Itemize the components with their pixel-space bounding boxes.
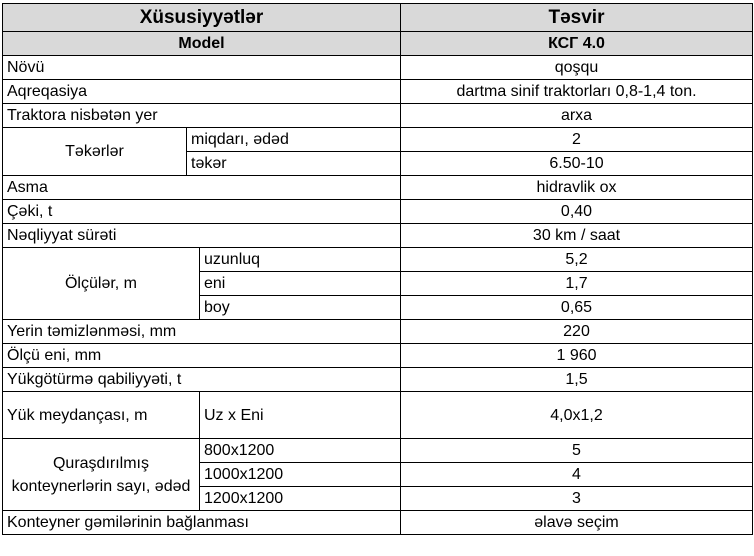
dimension-height-value: 0,65 xyxy=(401,296,753,320)
container-size: 1000x1200 xyxy=(200,463,401,487)
table-header-row xyxy=(3,4,753,32)
table-row xyxy=(3,176,753,200)
dimensions-label: Ölçülər, m xyxy=(3,248,200,320)
table-row xyxy=(3,511,753,535)
row-label: Traktora nisbətən yer xyxy=(3,104,401,128)
row-label: Konteyner gəmilərinin bağlanması xyxy=(3,511,401,535)
dimension-width-label: eni xyxy=(200,272,401,296)
wheels-label: Təkərlər xyxy=(3,128,187,176)
dimension-height-label: boy xyxy=(200,296,401,320)
container-count: 3 xyxy=(401,487,753,511)
header-characteristics: Xüsusiyyətlər xyxy=(3,4,401,32)
container-size: 800x1200 xyxy=(200,439,401,463)
wheel-type-label: təkər xyxy=(187,152,401,176)
platform-value: 4,0x1,2 xyxy=(401,392,753,439)
table-row xyxy=(3,344,753,368)
container-size: 1200x1200 xyxy=(200,487,401,511)
model-row xyxy=(3,32,753,56)
table-row xyxy=(3,392,753,439)
table-row xyxy=(3,128,753,152)
dimension-length-value: 5,2 xyxy=(401,248,753,272)
row-value: əlavə seçim xyxy=(401,511,753,535)
containers-label: Quraşdırılmış konteynerlərin sayı, ədəd xyxy=(3,439,200,511)
table-row xyxy=(3,320,753,344)
row-label: Aqreqasiya xyxy=(3,80,401,104)
row-value: qoşqu xyxy=(401,56,753,80)
row-label: Asma xyxy=(3,176,401,200)
row-value: hidravlik ox xyxy=(401,176,753,200)
dimension-width-value: 1,7 xyxy=(401,272,753,296)
row-value: 220 xyxy=(401,320,753,344)
row-label: Növü xyxy=(3,56,401,80)
table-row xyxy=(3,200,753,224)
wheels-count-value: 2 xyxy=(401,128,753,152)
row-value: 0,40 xyxy=(401,200,753,224)
specification-table xyxy=(2,3,753,535)
container-count: 5 xyxy=(401,439,753,463)
row-value: arxa xyxy=(401,104,753,128)
table-row xyxy=(3,248,753,272)
container-count: 4 xyxy=(401,463,753,487)
row-label: Yükgötürmə qabiliyyəti, t xyxy=(3,368,401,392)
header-description: Təsvir xyxy=(401,4,753,32)
table-row xyxy=(3,56,753,80)
row-label: Yerin təmizlənməsi, mm xyxy=(3,320,401,344)
row-value: dartma sinif traktorları 0,8-1,4 ton. xyxy=(401,80,753,104)
row-value: 1,5 xyxy=(401,368,753,392)
platform-label: Yük meydançası, m xyxy=(3,392,200,439)
table-row xyxy=(3,80,753,104)
row-label: Çəki, t xyxy=(3,200,401,224)
row-value: 1 960 xyxy=(401,344,753,368)
table-row xyxy=(3,368,753,392)
row-label: Ölçü eni, mm xyxy=(3,344,401,368)
dimension-length-label: uzunluq xyxy=(200,248,401,272)
table-row xyxy=(3,439,753,463)
row-label: Nəqliyyat sürəti xyxy=(3,224,401,248)
table-row xyxy=(3,104,753,128)
wheel-type-value: 6.50-10 xyxy=(401,152,753,176)
wheels-count-label: miqdarı, ədəd xyxy=(187,128,401,152)
model-label: Model xyxy=(3,32,401,56)
model-value: КСГ 4.0 xyxy=(401,32,753,56)
table-row xyxy=(3,224,753,248)
row-value: 30 km / saat xyxy=(401,224,753,248)
platform-sub-label: Uz x Eni xyxy=(200,392,401,439)
